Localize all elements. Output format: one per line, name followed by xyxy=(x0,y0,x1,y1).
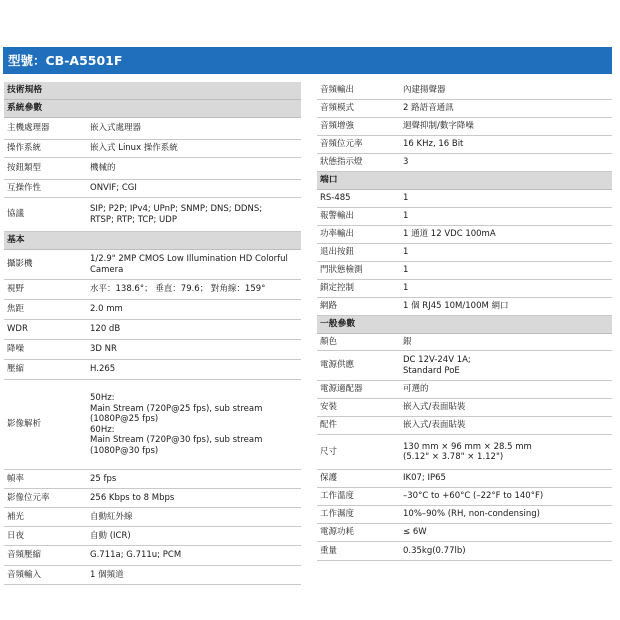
spec-key: 音頻模式 xyxy=(320,103,355,114)
spec-key: 門狀態檢測 xyxy=(320,265,363,276)
spec-row xyxy=(4,250,301,280)
spec-key: 退出按鈕 xyxy=(320,247,355,258)
spec-row xyxy=(317,100,612,118)
spec-value: 嵌入式/表面貼裝 xyxy=(403,420,466,431)
spec-row xyxy=(4,508,301,527)
spec-key: 電源功耗 xyxy=(320,527,355,538)
spec-value: 水平：138.6°； 垂直：79.6； 對角線：159° xyxy=(90,284,266,295)
spec-value: 1/2.9" 2MP CMOS Low Illumination HD Colorful Camera xyxy=(90,254,288,275)
spec-key: 幀率 xyxy=(7,473,25,484)
spec-key: 音頻壓縮 xyxy=(7,550,42,561)
spec-row xyxy=(4,198,301,232)
spec-row xyxy=(317,190,612,208)
spec-row xyxy=(4,489,301,508)
spec-value: 自動紅外線 xyxy=(90,511,133,522)
spec-row xyxy=(4,118,301,140)
section-header xyxy=(4,82,301,100)
section-title: 一般參數 xyxy=(320,319,356,330)
spec-value: 130 mm × 96 mm × 28.5 mm (5.12" × 3.78" × 1.12") xyxy=(403,441,532,462)
spec-key: 電源供應 xyxy=(320,360,355,371)
section-header xyxy=(317,172,612,190)
spec-value: 1 個 RJ45 10M/100M 網口 xyxy=(403,301,509,312)
spec-row xyxy=(317,298,612,316)
spec-key: 配件 xyxy=(320,420,338,431)
spec-value: IK07; IP65 xyxy=(403,473,446,484)
spec-value: 1 xyxy=(403,193,409,204)
spec-key: 音頻增強 xyxy=(320,121,355,132)
spec-value: 1 xyxy=(403,211,409,222)
spec-value: 迴聲抑制/數字降噪 xyxy=(403,121,474,132)
spec-row xyxy=(317,136,612,154)
spec-row xyxy=(4,546,301,566)
spec-value: 25 fps xyxy=(90,473,117,484)
section-title: 端口 xyxy=(320,175,338,186)
spec-value: G.711a; G.711u; PCM xyxy=(90,550,182,561)
spec-value: 1 個頻道 xyxy=(90,569,124,580)
spec-value: 可選的 xyxy=(403,384,429,395)
spec-key: 互操作性 xyxy=(7,183,42,194)
spec-key: 影像解析 xyxy=(7,419,42,430)
spec-key: 壓縮 xyxy=(7,364,25,375)
spec-value: 120 dB xyxy=(90,324,121,335)
spec-row xyxy=(317,524,612,542)
spec-row xyxy=(4,340,301,360)
spec-row xyxy=(317,226,612,244)
spec-key: 日夜 xyxy=(7,530,25,541)
spec-row xyxy=(4,280,301,300)
spec-key: 影像位元率 xyxy=(7,492,50,503)
spec-key: 音頻輸入 xyxy=(7,569,42,580)
spec-row xyxy=(317,470,612,488)
spec-key: 補光 xyxy=(7,511,25,522)
spec-row xyxy=(317,154,612,172)
spec-row xyxy=(317,417,612,435)
spec-table-right xyxy=(317,82,612,561)
spec-key: 操作系統 xyxy=(7,143,42,154)
spec-value: 2 路語音通訊 xyxy=(403,103,454,114)
section-header xyxy=(4,232,301,250)
spec-value: –30°C to +60°C (–22°F to 140°F) xyxy=(403,491,544,502)
spec-value: DC 12V-24V 1A; Standard PoE xyxy=(403,355,471,376)
section-header xyxy=(4,100,301,118)
spec-value: 3D NR xyxy=(90,344,117,355)
spec-key: 視野 xyxy=(7,284,25,295)
spec-value: 16 KHz, 16 Bit xyxy=(403,139,464,150)
spec-row xyxy=(4,158,301,180)
spec-key: 攝影機 xyxy=(7,259,33,270)
spec-key: 網路 xyxy=(320,301,338,312)
spec-value: 嵌入式處理器 xyxy=(90,123,142,134)
spec-row xyxy=(4,300,301,320)
spec-value: 嵌入式 Linux 操作系統 xyxy=(90,143,178,154)
spec-value: 1 xyxy=(403,283,409,294)
section-title: 系統參數 xyxy=(7,103,43,114)
spec-key: 主機處理器 xyxy=(7,123,50,134)
spec-row xyxy=(317,262,612,280)
spec-row xyxy=(317,118,612,136)
spec-row xyxy=(317,542,612,561)
spec-row xyxy=(317,208,612,226)
spec-key: 工作濕度 xyxy=(320,509,355,520)
spec-row xyxy=(317,82,612,100)
spec-key: 鎖定控制 xyxy=(320,283,355,294)
spec-key: 降噪 xyxy=(7,344,25,355)
spec-value: 2.0 mm xyxy=(90,304,123,315)
spec-value: 1 xyxy=(403,265,409,276)
spec-row xyxy=(4,470,301,489)
spec-key: 尺寸 xyxy=(320,446,338,457)
spec-value: ≤ 6W xyxy=(403,527,427,538)
spec-value: 1 xyxy=(403,247,409,258)
spec-value: H.265 xyxy=(90,364,116,375)
section-header xyxy=(317,316,612,334)
spec-key: 安裝 xyxy=(320,402,338,413)
spec-row xyxy=(317,381,612,399)
spec-key: 保護 xyxy=(320,473,338,484)
spec-key: WDR xyxy=(7,324,28,335)
spec-key: 報警輸出 xyxy=(320,211,355,222)
spec-row xyxy=(4,360,301,380)
spec-value: 256 Kbps to 8 Mbps xyxy=(90,492,175,503)
spec-table-left xyxy=(4,82,301,585)
spec-row xyxy=(4,180,301,198)
model-title-bar: 型號：CB-A5501F xyxy=(3,47,612,74)
spec-key: 音頻位元率 xyxy=(320,139,363,150)
spec-row xyxy=(4,140,301,158)
spec-row xyxy=(317,488,612,506)
spec-value: 50Hz: Main Stream (720P@25 fps), sub stream (1080P@25 fps) 60Hz: Main Stream (720P@30 fps), sub stream (1080P@30 fps) xyxy=(90,393,263,456)
spec-key: 工作溫度 xyxy=(320,491,355,502)
spec-row xyxy=(317,244,612,262)
spec-value: 銀 xyxy=(403,336,412,347)
spec-row xyxy=(317,351,612,381)
spec-value: SIP; P2P; IPv4; UPnP; SNMP; DNS; DDNS; RTSP; RTP; TCP; UDP xyxy=(90,204,263,225)
spec-value: 機械的 xyxy=(90,163,116,174)
spec-key: 按鈕類型 xyxy=(7,163,42,174)
spec-value: 自動 (ICR) xyxy=(90,530,131,541)
spec-row xyxy=(4,380,301,470)
spec-value: 0.35kg(0.77lb) xyxy=(403,545,466,556)
spec-value: 10%–90% (RH, non-condensing) xyxy=(403,509,540,520)
spec-row xyxy=(317,435,612,470)
spec-key: 音頻輸出 xyxy=(320,85,355,96)
spec-key: 顏色 xyxy=(320,336,338,347)
spec-row xyxy=(4,320,301,340)
spec-key: 電源適配器 xyxy=(320,384,363,395)
spec-row xyxy=(4,527,301,546)
spec-key: 功率輸出 xyxy=(320,229,355,240)
spec-row xyxy=(317,334,612,351)
spec-value: 嵌入式/表面貼裝 xyxy=(403,402,466,413)
spec-key: 協議 xyxy=(7,209,25,220)
spec-row xyxy=(317,506,612,524)
spec-value: 內建揚聲器 xyxy=(403,85,446,96)
spec-row xyxy=(317,280,612,298)
spec-value: ONVIF; CGI xyxy=(90,183,137,194)
spec-key: 重量 xyxy=(320,545,338,556)
section-title: 基本 xyxy=(7,235,25,246)
spec-key: 狀態指示燈 xyxy=(320,157,363,168)
spec-key: 焦距 xyxy=(7,304,25,315)
spec-value: 1 通道 12 VDC 100mA xyxy=(403,229,496,240)
spec-row xyxy=(4,566,301,585)
spec-row xyxy=(317,399,612,417)
section-title: 技術規格 xyxy=(7,85,43,96)
spec-key: RS-485 xyxy=(320,193,351,204)
spec-value: 3 xyxy=(403,157,409,168)
